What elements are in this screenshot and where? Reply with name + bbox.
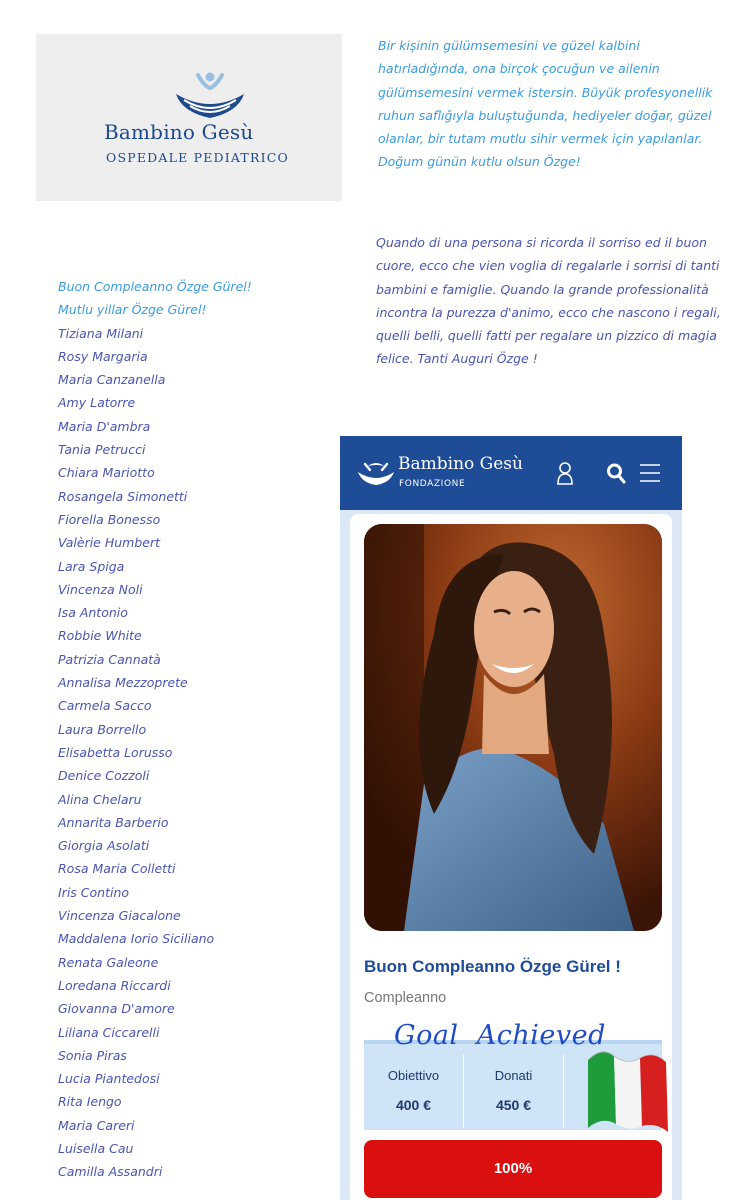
fondazione-logo-icon[interactable] <box>356 458 396 486</box>
signatory-name: Maria D'ambra <box>58 418 151 434</box>
search-icon[interactable] <box>606 462 626 484</box>
birthday-greeting: Buon Compleanno Özge Gürel! <box>58 279 252 294</box>
signatory-name: Elisabetta Lorusso <box>58 744 173 760</box>
signatory-name: Loredana Riccardi <box>58 977 171 993</box>
signatory-name: Amy Latorre <box>58 395 136 411</box>
goal-stat <box>364 1054 464 1128</box>
signatory-name: Rosangela Simonetti <box>58 488 188 504</box>
signatory-name: Chiara Mariotto <box>58 465 155 481</box>
signatory-name: Vincenza Giacalone <box>58 908 181 924</box>
campaign-card <box>350 514 672 1200</box>
site-brand[interactable]: Bambino Gesù <box>398 454 523 474</box>
signatory-name: Laura Borrello <box>58 721 147 737</box>
signatory-name: Annalisa Mezzoprete <box>58 675 188 691</box>
signatory-name: Camilla Assandri <box>58 1164 163 1180</box>
signatory-name: Giovanna D'amore <box>58 1001 175 1017</box>
signatory-name: Tania Petrucci <box>58 442 146 458</box>
donated-stat <box>464 1054 564 1128</box>
donated-label: Donati <box>494 1068 533 1083</box>
user-icon[interactable] <box>556 461 574 485</box>
signatory-name: Liliana Ciccarelli <box>58 1024 160 1040</box>
signatory-name: Isa Antonio <box>58 605 128 621</box>
goal-label: Obiettivo <box>387 1068 440 1083</box>
signatory-name: Fiorella Bonesso <box>58 511 161 527</box>
campaign-title[interactable]: Buon Compleanno Özge Gürel ! <box>364 957 621 976</box>
progress-button[interactable]: 100% <box>364 1140 662 1198</box>
italian-flag-icon <box>582 1036 670 1140</box>
signatory-name: Iris Contino <box>58 884 130 900</box>
signatory-name: Maria Canzanella <box>58 372 166 388</box>
goal-achieved-text: Goal Achieved <box>394 1020 606 1051</box>
campaign-photo <box>364 524 662 931</box>
signatory-name: Maddalena Iorio Siciliano <box>58 931 215 947</box>
signatory-name: Vincenza Noli <box>58 581 143 597</box>
signatory-name: Rita Iengo <box>58 1094 122 1110</box>
signatory-name: Lara Spiga <box>58 558 125 574</box>
signatory-name: Valèrie Humbert <box>58 535 161 551</box>
birthday-greeting: Mutlu yillar Özge Gürel! <box>58 302 207 318</box>
signatories-list <box>58 275 338 1184</box>
goal-value: 400 € <box>395 1097 432 1113</box>
turkish-message: Bir kişinin gülümsemesini ve güzel kalbini hatırladığında, ona birçok çocuğun ve ailenin gülümsemesini vermek istersin. Büyük profesyonellik ruhun saflığıyla buluştuğunda, hediyeler doğar, güzel olanlar, bir tutam mutlu sihir vermek için yapılanlar. Doğum günün kutlu olsun Özge! <box>378 38 713 170</box>
italian-message: Quando di una persona si ricorda il sorriso ed il buon cuore, ecco che vien voglia di regalarle i sorrisi di tanti bambini e famiglie. Quando la grande professionalità incontra la purezza d'animo, ecco che nascono i regali, quelli belli, quelli fatti per regalare un pizzico di magia felice. Tanti Auguri Özge ! <box>376 235 721 367</box>
signatory-name: Renata Galeone <box>58 954 159 970</box>
signatory-name: Alina Chelaru <box>58 791 142 807</box>
signatory-name: Sonia Piras <box>58 1047 127 1063</box>
signatory-name: Annarita Barberio <box>58 814 169 830</box>
bambino-gesu-logo-box <box>36 34 342 201</box>
signatory-name: Rosa Maria Colletti <box>58 861 176 877</box>
signatory-name: Rosy Margaria <box>58 348 148 364</box>
signatory-name: Maria Careri <box>58 1117 135 1133</box>
signatory-name: Denice Cozzoli <box>58 768 150 784</box>
logo-subtitle: OSPEDALE PEDIATRICO <box>106 150 289 165</box>
signatory-name: Tiziana Milani <box>58 325 144 341</box>
signatory-name: Giorgia Asolati <box>58 838 150 854</box>
bambino-gesu-logo-icon <box>168 72 252 122</box>
signatory-name: Patrizia Cannatà <box>58 651 161 667</box>
signatory-name: Luisella Cau <box>58 1140 134 1156</box>
site-header <box>340 436 682 510</box>
signatory-name: Robbie White <box>58 628 142 644</box>
campaign-category: Compleanno <box>364 990 447 1006</box>
donated-value: 450 € <box>495 1097 532 1113</box>
logo-name: Bambino Gesù <box>104 120 254 144</box>
site-brand-sub: FONDAZIONE <box>399 479 466 489</box>
fundraising-page-screenshot <box>340 436 682 1200</box>
signatory-name: Carmela Sacco <box>58 698 152 714</box>
signatory-name: Lucia Piantedosi <box>58 1071 160 1087</box>
menu-icon[interactable] <box>638 462 662 484</box>
